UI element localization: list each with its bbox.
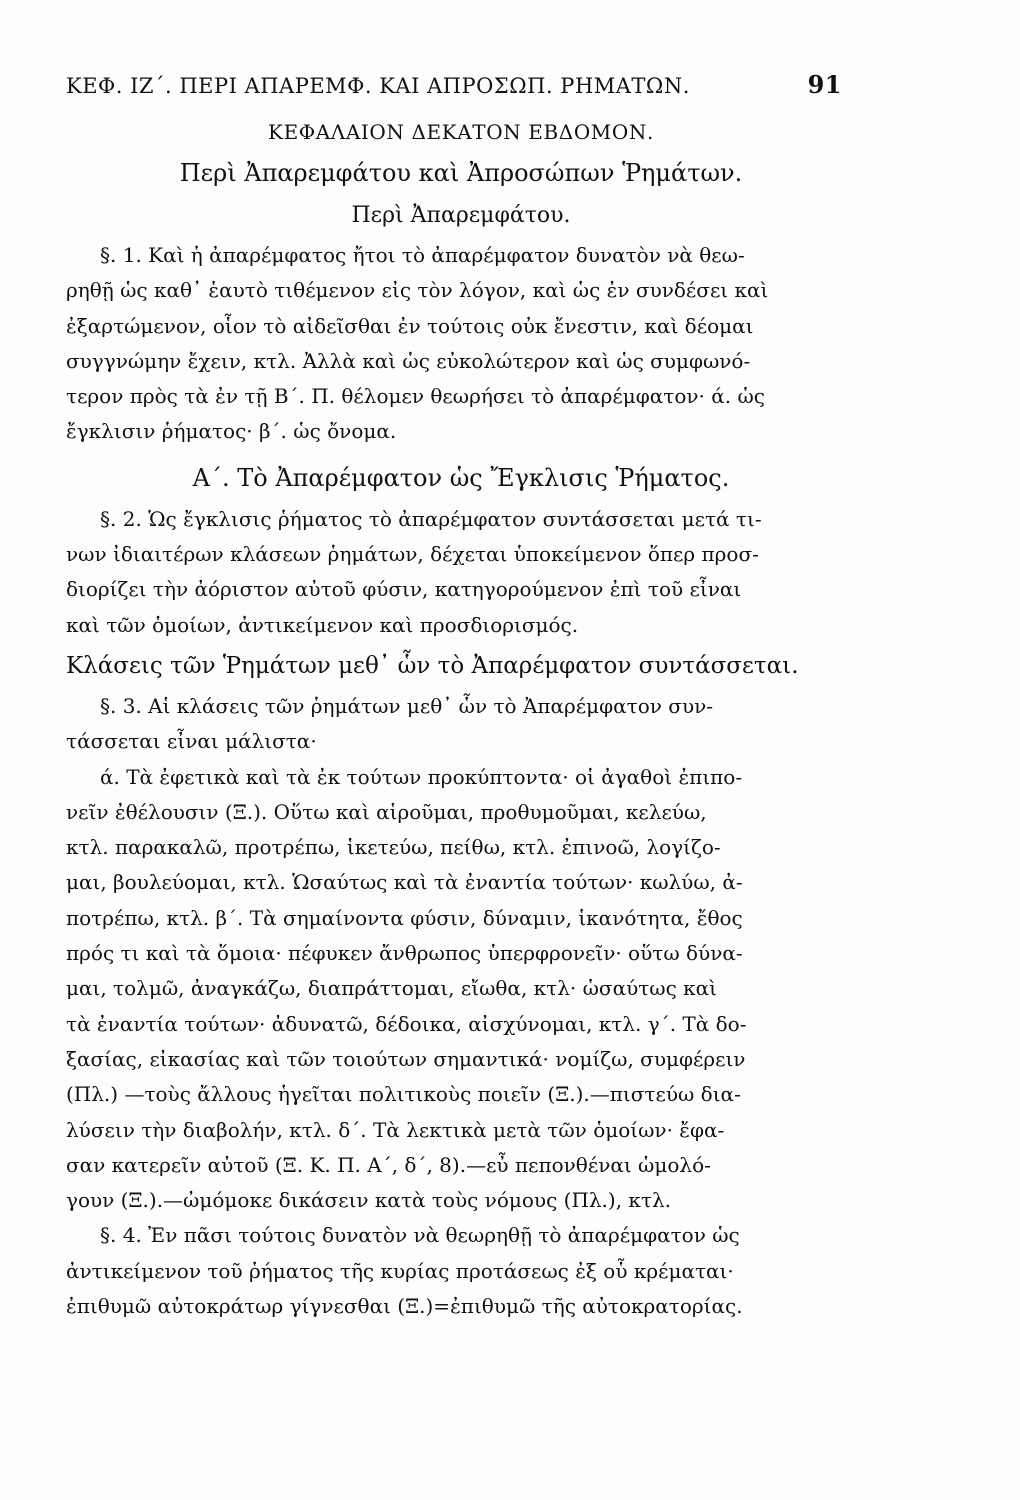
paragraph-line: γουν (Ξ.).—ὠμόμοκε δικάσειν κατὰ τοὺς νόμους (Πλ.), κτλ. bbox=[66, 1188, 672, 1213]
paragraph-line: τὰ ἐναντία τούτων· ἀδυνατῶ, δέδοικα, αἰσχύνομαι, κτλ. γ΄. Τὰ δο- bbox=[66, 1011, 747, 1036]
paragraph-line: τάσσεται εἶναι μάλιστα· bbox=[66, 729, 317, 754]
heading-a: Α΄. Τὸ Ἀπαρέμφατον ὡς Ἔγκλισις Ῥήματος. bbox=[192, 463, 730, 492]
paragraph-line: πρός τι καὶ τὰ ὅμοια· πέφυκεν ἄνθρωπος ὑπερφρονεῖν· οὕτω δύνα- bbox=[66, 941, 743, 966]
paragraph-line: ἐπιθυμῶ αὐτοκράτωρ γίγνεσθαι (Ξ.)=ἐπιθυμῶ τῆς αὐτοκρατορίας. bbox=[66, 1294, 743, 1319]
paragraph-line: §. 1. Καὶ ἡ ἀπαρέμφατος ἤτοι τὸ ἀπαρέμφατον δυνατὸν νὰ θεω- bbox=[100, 243, 745, 267]
paragraph-line: νων ἰδιαιτέρων κλάσεων ῥημάτων, δέχεται ὑποκείμενον ὅπερ προσ- bbox=[66, 542, 759, 567]
paragraph-2 bbox=[66, 502, 856, 643]
paragraph-line: ἔγκλισιν ῥήματος· β΄. ὡς ὄνομα. bbox=[66, 419, 397, 444]
paragraph-line: νεῖν ἐθέλουσιν (Ξ.). Οὕτω καὶ αἱροῦμαι, προθυμοῦμαι, κελεύω, bbox=[66, 799, 707, 824]
sub-title: Περὶ Ἀπαρεμφάτου. bbox=[351, 203, 571, 228]
paragraph-line: ἐξαρτώμενον, οἷον τὸ αἰδεῖσθαι ἐν τούτοις οὐκ ἔνεστιν, καὶ δέομαι bbox=[66, 313, 754, 338]
paragraph-line: τερον πρὸς τὰ ἐν τῇ Β΄. Π. θέλομεν θεωρήσει τὸ ἀπαρέμφατον· ά. ὡς bbox=[66, 384, 766, 409]
paragraph-line: διορίζει τὴν ἀόριστον αὐτοῦ φύσιν, κατηγορούμενον ἐπὶ τοῦ εἶναι bbox=[66, 577, 742, 602]
paragraph-line: καὶ τῶν ὁμοίων, ἀντικείμενον καὶ προσδιορισμός. bbox=[66, 612, 579, 637]
text-block bbox=[66, 70, 856, 1324]
running-head-title: ΚΕΦ. ΙΖ΄. ΠΕΡΙ ΑΠΑΡΕΜΦ. ΚΑΙ ΑΠΡΟΣΩΠ. ΡΗΜΑΤΩΝ. bbox=[66, 74, 690, 98]
paragraph-3a bbox=[66, 760, 856, 1219]
paragraph-3 bbox=[66, 689, 856, 760]
paragraph-line: μαι, βουλεύομαι, κτλ. Ὡσαύτως καὶ τὰ ἐναντία τούτων· κωλύω, ἀ- bbox=[66, 870, 743, 895]
paragraph-line: συγγνώμην ἔχειν, κτλ. Ἀλλὰ καὶ ὡς εὐκολώτερον καὶ ὡς συμφωνό- bbox=[66, 348, 751, 373]
paragraph-4 bbox=[66, 1218, 856, 1324]
paragraph-line: ά. Τὰ ἐφετικὰ καὶ τὰ ἐκ τούτων προκύπτοντα· οἱ ἀγαθοὶ ἐπιπο- bbox=[100, 764, 743, 789]
paragraph-line: μαι, τολμῶ, ἀναγκάζω, διαπράττομαι, εἴωθα, κτλ· ὡσαύτως καὶ bbox=[66, 976, 718, 1001]
paragraph-1 bbox=[66, 238, 856, 450]
paragraph-line: ξασίας, εἰκασίας καὶ τῶν τοιούτων σημαντικά· νομίζω, συμφέρειν bbox=[66, 1046, 746, 1071]
paragraph-line: σαν κατερεῖν αὐτοῦ (Ξ. Κ. Π. Α΄, δ΄, 8).—εὖ πεπονθέναι ὡμολό- bbox=[66, 1152, 711, 1177]
section-title: Περὶ Ἀπαρεμφάτου καὶ Ἀπροσώπων Ῥημάτων. bbox=[179, 159, 743, 187]
paragraph-line: ρηθῇ ὡς καθ᾽ ἑαυτὸ τιθέμενον εἰς τὸν λόγον, καὶ ὡς ἐν συνδέσει καὶ bbox=[66, 278, 769, 303]
running-head bbox=[66, 70, 856, 110]
paragraph-line: §. 3. Αἱ κλάσεις τῶν ῥημάτων μεθ᾽ ὧν τὸ Ἀπαρέμφατον συν- bbox=[100, 693, 714, 718]
paragraph-line: §. 4. Ἐν πᾶσι τούτοις δυνατὸν νὰ θεωρηθῇ τὸ ἀπαρέμφατον ὡς bbox=[100, 1223, 740, 1248]
paragraph-line: λύσειν τὴν διαβολήν, κτλ. δ΄. Τὰ λεκτικὰ μετὰ τῶν ὁμοίων· ἔφα- bbox=[66, 1117, 725, 1142]
chapter-title: ΚΕΦΑΛΑΙΟΝ ΔΕΚΑΤΟΝ ΕΒΔΟΜΟΝ. bbox=[268, 120, 654, 144]
paragraph-line: §. 2. Ὡς ἔγκλισις ῥήματος τὸ ἀπαρέμφατον συντάσσεται μετά τι- bbox=[100, 506, 762, 531]
paragraph-line: κτλ. παρακαλῶ, προτρέπω, ἱκετεύω, πείθω, κτλ. ἐπινοῶ, λογίζο- bbox=[66, 835, 721, 860]
heading-classes: Κλάσεις τῶν Ῥημάτων μεθ᾽ ὧν τὸ Ἀπαρέμφατον συντάσσεται. bbox=[66, 652, 799, 679]
page-number: 91 bbox=[807, 70, 842, 99]
paragraph-line: ποτρέπω, κτλ. β΄. Τὰ σημαίνοντα φύσιν, δύναμιν, ἱκανότητα, ἔθος bbox=[66, 905, 743, 930]
paragraph-line: (Πλ.) —τοὺς ἄλλους ἡγεῖται πολιτικοὺς ποιεῖν (Ξ.).—πιστεύω δια- bbox=[66, 1082, 741, 1107]
paragraph-line: ἀντικείμενον τοῦ ῥήματος τῆς κυρίας προτάσεως ἐξ οὗ κρέμαται· bbox=[66, 1258, 734, 1283]
